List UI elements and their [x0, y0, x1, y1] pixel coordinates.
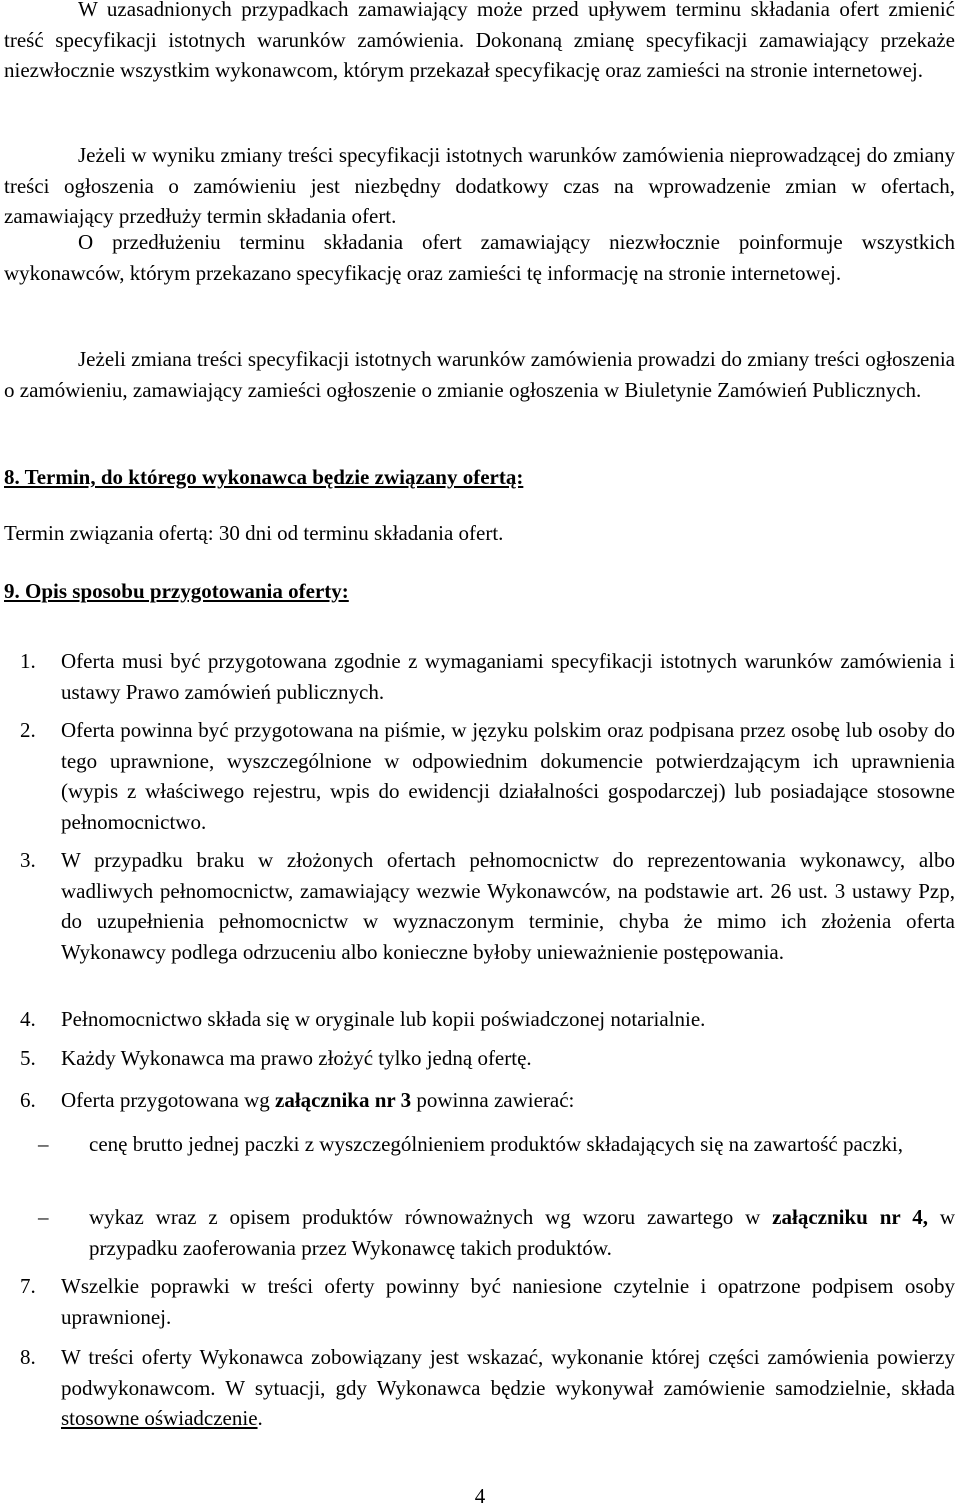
list-item	[20, 1043, 955, 1074]
list-item-text: Oferta musi być przygotowana zgodnie z wymaganiami specyfikacji istotnych warunków zamówienia i ustawy Prawo zamówień publicznych.	[61, 649, 955, 704]
list-item-number: 6.	[20, 1088, 36, 1112]
paragraph-text: Jeżeli zmiana treści specyfikacji istotnych warunków zamówienia prowadzi do zmiany treści ogłoszenia o zamówieniu, zamawiający zamieści ogłoszenie o zmianie ogłoszenia w Biuletynie Zamówień Publicznych.	[4, 347, 955, 402]
section-8-text: Termin związania ofertą: 30 dni od terminu składania ofert.	[4, 521, 504, 545]
sub-list-item-text-part: wykaz wraz z opisem produktów równoważnych wg wzoru zawartego w	[89, 1205, 773, 1229]
list-item-number: 4.	[20, 1007, 36, 1031]
paragraph-deadline-extension	[4, 140, 955, 232]
list-item	[20, 1004, 955, 1035]
list-item-text-part: W treści oferty Wykonawca zobowiązany jest wskazać, wykonanie której części zamówienia powierzy podwykonawcom. W sytuacji, gdy Wykonawca będzie wykonywał zamówienie samodzielnie, składa	[61, 1345, 955, 1400]
paragraph-text: W uzasadnionych przypadkach zamawiający może przed upływem terminu składania ofert zmienić treść specyfikacji istotnych warunków zamówienia. Dokonaną zmianę specyfikacji zamawiający przekaże niezwłocznie wszystkim wykonawcom, którym przekazał specyfikację oraz zamieści na stronie internetowej.	[4, 0, 955, 82]
list-item-text: Pełnomocnictwo składa się w oryginale lub kopii poświadczonej notarialnie.	[61, 1007, 706, 1031]
section-9-heading: 9. Opis sposobu przygotowania oferty:	[4, 579, 349, 603]
list-item	[20, 1271, 955, 1332]
list-item-number: 1.	[20, 649, 36, 673]
list-item-text-part: Oferta przygotowana wg	[61, 1088, 275, 1112]
section-8-heading: 8. Termin, do którego wykonawca będzie związany ofertą:	[4, 465, 524, 489]
list-item	[20, 1085, 955, 1116]
list-item-text-part: .	[257, 1406, 263, 1430]
list-item-text	[61, 1342, 955, 1434]
paragraph-spec-change	[4, 0, 955, 86]
list-item-number: 8.	[20, 1345, 36, 1369]
statement-reference: stosowne oświadczenie	[61, 1406, 258, 1430]
sub-list-item	[38, 1202, 955, 1263]
dash-bullet: –	[38, 1205, 49, 1229]
list-item-text: Każdy Wykonawca ma prawo złożyć tylko jedną ofertę.	[61, 1046, 532, 1070]
list-item	[20, 1342, 955, 1434]
list-item-number: 7.	[20, 1274, 36, 1298]
paragraph-text: Jeżeli w wyniku zmiany treści specyfikacji istotnych warunków zamówienia nieprowadzącej do zmiany treści ogłoszenia o zamówieniu jest niezbędny dodatkowy czas na wprowadzenie zmian w ofertach, zamawiający przedłuży termin składania ofert.	[4, 143, 955, 228]
sub-list-item-text	[89, 1202, 955, 1263]
list-item-number: 3.	[20, 848, 36, 872]
list-item	[20, 845, 955, 967]
page-number: 4	[474, 1484, 486, 1508]
list-item	[20, 646, 955, 707]
list-item-text-part: powinna zawierać:	[411, 1088, 575, 1112]
paragraph-extension-notice	[4, 227, 955, 288]
sub-list-item-text-part: w przypadku zaoferowania przez Wykonawcę takich produktów.	[89, 1205, 955, 1260]
dash-bullet: –	[38, 1132, 49, 1156]
sub-list-item	[38, 1129, 955, 1160]
list-item-number: 2.	[20, 718, 36, 742]
paragraph-text: O przedłużeniu terminu składania ofert zamawiający niezwłocznie poinformuje wszystkich wykonawców, którym przekazano specyfikację oraz zamieści tę informację na stronie internetowej.	[4, 230, 955, 285]
list-item	[20, 715, 955, 837]
list-item-text	[61, 1085, 955, 1116]
list-item-number: 5.	[20, 1046, 36, 1070]
attachment-4-reference: załączniku nr 4,	[772, 1205, 928, 1229]
list-item-text: W przypadku braku w złożonych ofertach pełnomocnictw do reprezentowania wykonawcy, albo wadliwych pełnomocnictw, zamawiający wezwie Wykonawców, na podstawie art. 26 ust. 3 ustawy Pzp, do uzupełnienia pełnomocnictw w wyznaczonym terminie, chyba że mimo ich złożenia oferta Wykonawcy podlega odrzuceniu albo konieczne byłoby unieważnienie postępowania.	[61, 848, 955, 964]
attachment-3-reference: załącznika nr 3	[275, 1088, 412, 1112]
list-item-text: Wszelkie poprawki w treści oferty powinny być naniesione czytelnie i opatrzone podpisem osoby uprawnionej.	[61, 1274, 955, 1329]
sub-list-item-text: cenę brutto jednej paczki z wyszczególnieniem produktów składających się na zawartość paczki,	[89, 1132, 903, 1156]
list-item-text: Oferta powinna być przygotowana na piśmie, w języku polskim oraz podpisana przez osobę lub osoby do tego uprawnione, wyszczególnione w odpowiednim dokumencie potwierdzającym ich uprawnienia (wypis z właściwego rejestru, wpis do ewidencji działalności gospodarczej) lub posiadające stosowne pełnomocnictwo.	[61, 718, 955, 834]
paragraph-bzp-notice	[4, 344, 955, 405]
